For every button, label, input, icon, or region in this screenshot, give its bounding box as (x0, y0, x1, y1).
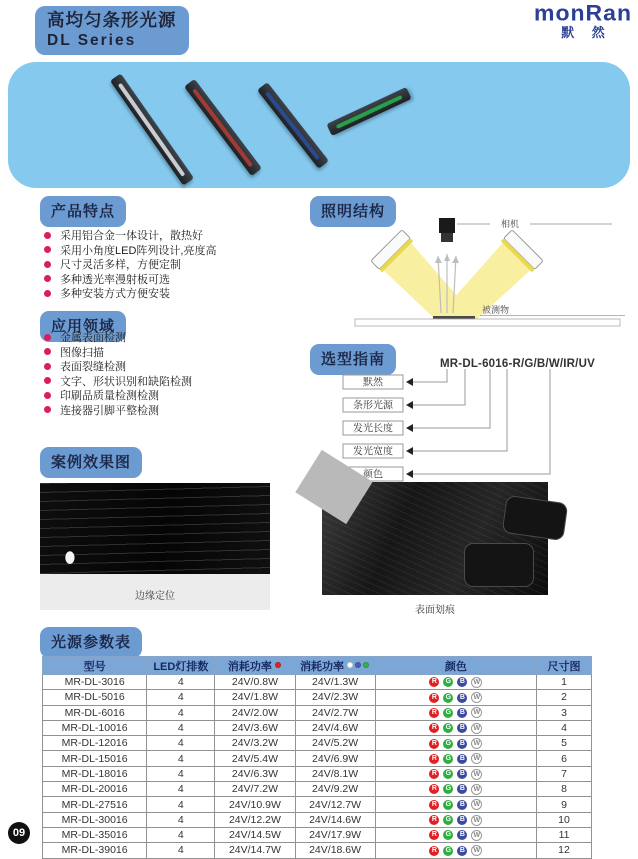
cell-led-rows: 4 (147, 812, 215, 827)
bullet-dot-icon (44, 275, 51, 282)
section-title-applications: 应用领域 (40, 311, 126, 342)
cell-colors (375, 705, 536, 720)
blue-color-dot: B (457, 693, 467, 703)
brand-logo-chinese: 默 然 (561, 25, 612, 40)
bullet-dot-icon (44, 246, 51, 253)
cell-model: MR-DL-20016 (43, 782, 147, 797)
white-color-dot: W (471, 845, 482, 856)
power-dot-icon (275, 662, 281, 668)
model-code: MR-DL-6016-R/G/B/W/IR/UV (440, 358, 595, 370)
cell-colors (375, 812, 536, 827)
cell-power-b: 24V/14.6W (295, 812, 375, 827)
table-row (43, 690, 592, 705)
case-caption-wrap (322, 600, 548, 618)
bullet-dot-icon (44, 232, 51, 239)
section-title-cases: 案例效果图 (40, 447, 142, 478)
case-image-surface-scratch (322, 482, 548, 595)
bullet-dot-icon (44, 392, 51, 399)
application-item-label: 表面裂缝检测 (60, 361, 126, 374)
header-dimension: 尺寸图 (537, 657, 592, 675)
selection-label-width: 发光宽度 (353, 446, 393, 458)
cell-power-a: 24V/10.9W (215, 797, 295, 812)
brand-logo (534, 1, 632, 40)
cell-colors (375, 675, 536, 690)
section-title-selection: 选型指南 (310, 344, 396, 375)
selection-label-brand: 默然 (363, 377, 383, 389)
bullet-dot-icon (44, 363, 51, 370)
table-row (43, 827, 592, 842)
case-photo (40, 483, 270, 574)
red-color-dot: R (429, 800, 439, 810)
applications-list (44, 330, 192, 417)
feature-item-label: 尺寸灵活多样，方便定制 (60, 259, 181, 272)
cell-colors (375, 843, 536, 858)
cell-led-rows: 4 (147, 705, 215, 720)
header-power-a: 消耗功率 (215, 657, 295, 675)
cell-model: MR-DL-5016 (43, 690, 147, 705)
green-color-dot: G (443, 784, 453, 794)
bar-light-green (326, 87, 411, 136)
application-item-label: 图像扫描 (60, 346, 104, 359)
cell-dimension: 11 (537, 827, 592, 842)
bullet-dot-icon (44, 261, 51, 268)
cell-dimension: 5 (537, 736, 592, 751)
green-color-dot: G (443, 830, 453, 840)
cell-model: MR-DL-27516 (43, 797, 147, 812)
power-dot-icon (363, 662, 369, 668)
cell-power-a: 24V/12.2W (215, 812, 295, 827)
white-color-dot: W (471, 723, 482, 734)
red-color-dot: R (429, 769, 439, 779)
arrowhead-icon (444, 254, 450, 261)
cell-led-rows: 4 (147, 843, 215, 858)
power-dots-a (274, 659, 282, 671)
cell-dimension: 10 (537, 812, 592, 827)
blue-color-dot: B (457, 723, 467, 733)
red-color-dot: R (429, 708, 439, 718)
selection-arrows (406, 378, 413, 478)
table-row (43, 751, 592, 766)
cell-led-rows: 4 (147, 797, 215, 812)
table-row (43, 720, 592, 735)
red-color-dot: R (429, 784, 439, 794)
cell-power-a: 24V/1.8W (215, 690, 295, 705)
application-item-label: 印刷品质量检测检测 (60, 390, 159, 403)
cell-model: MR-DL-15016 (43, 751, 147, 766)
application-item (44, 403, 192, 418)
header-power-b: 消耗功率 (295, 657, 375, 675)
cell-model: MR-DL-10016 (43, 720, 147, 735)
green-color-dot: G (443, 693, 453, 703)
feature-item-label: 采用铝合金一体设计，散热好 (60, 230, 203, 243)
application-item (44, 345, 192, 360)
cell-colors (375, 736, 536, 751)
selection-boxes (343, 375, 403, 481)
cell-dimension: 8 (537, 782, 592, 797)
bullet-dot-icon (44, 406, 51, 413)
feature-item (44, 286, 216, 301)
bar-light-white (110, 73, 194, 185)
white-color-dot: W (471, 707, 482, 718)
feature-item (44, 272, 216, 287)
cell-power-a: 24V/14.7W (215, 843, 295, 858)
camera-label: 相机 (500, 219, 520, 229)
cell-model: MR-DL-35016 (43, 827, 147, 842)
case-caption: 边缘定位 (135, 591, 175, 602)
cell-colors (375, 766, 536, 781)
table-row (43, 843, 592, 858)
red-color-dot: R (429, 846, 439, 856)
cell-power-b: 24V/12.7W (295, 797, 375, 812)
cell-dimension: 12 (537, 843, 592, 858)
green-color-dot: G (443, 769, 453, 779)
power-dots-b (346, 659, 370, 671)
cell-colors (375, 720, 536, 735)
cell-power-b: 24V/4.6W (295, 720, 375, 735)
red-color-dot: R (429, 723, 439, 733)
blue-color-dot: B (457, 846, 467, 856)
red-color-dot: R (429, 693, 439, 703)
table-row (43, 812, 592, 827)
cell-power-a: 24V/2.0W (215, 705, 295, 720)
page-number-badge: 09 (8, 822, 30, 844)
bar-light-red (184, 79, 262, 176)
cell-power-b: 24V/17.9W (295, 827, 375, 842)
cell-power-a: 24V/14.5W (215, 827, 295, 842)
table-row (43, 782, 592, 797)
feature-item (44, 243, 216, 258)
cell-power-b: 24V/2.3W (295, 690, 375, 705)
bullet-dot-icon (44, 348, 51, 355)
table-row (43, 766, 592, 781)
power-dot-icon (355, 662, 361, 668)
blue-color-dot: B (457, 708, 467, 718)
selection-label-type: 条形光源 (353, 400, 393, 412)
object-label: 被测物 (482, 305, 510, 315)
cell-colors (375, 690, 536, 705)
cell-power-b: 24V/6.9W (295, 751, 375, 766)
platform (355, 319, 620, 326)
features-list (44, 228, 216, 301)
section-title-table: 光源参数表 (40, 627, 142, 658)
table-row (43, 705, 592, 720)
red-color-dot: R (429, 677, 439, 687)
red-color-dot: R (429, 815, 439, 825)
feature-item (44, 228, 216, 243)
green-color-dot: G (443, 723, 453, 733)
application-item (44, 359, 192, 374)
white-color-dot: W (471, 738, 482, 749)
blue-color-dot: B (457, 815, 467, 825)
bar-light-blue (257, 82, 329, 169)
page-title-cn: 高均匀条形光源 (47, 10, 177, 30)
white-color-dot: W (471, 784, 482, 795)
green-color-dot: G (443, 800, 453, 810)
table-body (43, 675, 592, 859)
power-dot-icon (347, 662, 353, 668)
section-title-structure: 照明结构 (310, 196, 396, 227)
green-color-dot: G (443, 815, 453, 825)
product-banner (8, 62, 630, 188)
white-color-dot: W (471, 815, 482, 826)
white-color-dot: W (471, 753, 482, 764)
cell-colors (375, 827, 536, 842)
cell-model: MR-DL-18016 (43, 766, 147, 781)
bullet-dot-icon (44, 334, 51, 341)
blue-color-dot: B (457, 830, 467, 840)
cell-dimension: 7 (537, 766, 592, 781)
cell-power-a: 24V/3.2W (215, 736, 295, 751)
selection-label-color: 颜色 (363, 469, 383, 481)
page-title (35, 6, 189, 55)
cell-power-a: 24V/0.8W (215, 675, 295, 690)
application-item-label: 文字、形状识别和缺陷检测 (60, 375, 192, 388)
table-header-row (43, 657, 592, 675)
cell-model: MR-DL-39016 (43, 843, 147, 858)
header-color: 颜色 (375, 657, 536, 675)
application-item (44, 330, 192, 345)
arrowhead-icon (435, 256, 442, 263)
feature-item (44, 257, 216, 272)
application-item-label: 金属表面检测 (60, 332, 126, 345)
cell-power-b: 24V/8.1W (295, 766, 375, 781)
bar-stripe (193, 88, 254, 167)
cell-dimension: 1 (537, 675, 592, 690)
blue-color-dot: B (457, 739, 467, 749)
table-row (43, 675, 592, 690)
cell-power-b: 24V/5.2W (295, 736, 375, 751)
white-color-dot: W (471, 830, 482, 841)
section-title-features: 产品特点 (40, 196, 126, 227)
blue-color-dot: B (457, 677, 467, 687)
feature-item-label: 多种透光率漫射板可选 (60, 273, 170, 286)
case-photo-footer (40, 574, 270, 610)
blue-color-dot: B (457, 784, 467, 794)
cell-dimension: 3 (537, 705, 592, 720)
camera-icon (439, 218, 455, 242)
white-color-dot: W (471, 799, 482, 810)
blue-color-dot: B (457, 800, 467, 810)
red-color-dot: R (429, 754, 439, 764)
table-row (43, 736, 592, 751)
case-caption: 表面划痕 (415, 605, 455, 616)
cell-led-rows: 4 (147, 782, 215, 797)
arrowhead-icon (452, 256, 459, 263)
cell-power-b: 24V/18.6W (295, 843, 375, 858)
cell-power-a: 24V/5.4W (215, 751, 295, 766)
cell-colors (375, 782, 536, 797)
bullet-dot-icon (44, 290, 51, 297)
cell-dimension: 6 (537, 751, 592, 766)
red-color-dot: R (429, 739, 439, 749)
case-image-edge-positioning (40, 483, 270, 610)
blue-color-dot: B (457, 769, 467, 779)
cell-led-rows: 4 (147, 766, 215, 781)
cell-model: MR-DL-3016 (43, 675, 147, 690)
table-row (43, 797, 592, 812)
blue-color-dot: B (457, 754, 467, 764)
cell-colors (375, 751, 536, 766)
cell-power-a: 24V/7.2W (215, 782, 295, 797)
green-color-dot: G (443, 739, 453, 749)
cell-power-a: 24V/6.3W (215, 766, 295, 781)
cell-model: MR-DL-30016 (43, 812, 147, 827)
cell-led-rows: 4 (147, 720, 215, 735)
white-color-dot: W (471, 769, 482, 780)
application-item (44, 374, 192, 389)
red-color-dot: R (429, 830, 439, 840)
application-item-label: 连接器引脚平整检测 (60, 404, 159, 417)
bar-stripe (118, 82, 186, 176)
header-led-rows: LED灯排数 (147, 657, 215, 675)
green-color-dot: G (443, 677, 453, 687)
cell-model: MR-DL-6016 (43, 705, 147, 720)
green-color-dot: G (443, 846, 453, 856)
selection-connector-lines (413, 369, 550, 474)
header-model: 型号 (43, 657, 147, 675)
bullet-dot-icon (44, 377, 51, 384)
cell-power-a: 24V/3.6W (215, 720, 295, 735)
brand-logo-text: monRan (534, 0, 632, 26)
feature-item-label: 采用小角度LED阵列设计,亮度高 (60, 244, 217, 257)
cell-power-b: 24V/9.2W (295, 782, 375, 797)
green-color-dot: G (443, 754, 453, 764)
cell-led-rows: 4 (147, 751, 215, 766)
lighting-structure-diagram (330, 216, 630, 342)
parameter-table (42, 656, 592, 859)
photo-detail (502, 495, 569, 541)
cell-dimension: 9 (537, 797, 592, 812)
white-color-dot: W (471, 677, 482, 688)
green-color-dot: G (443, 708, 453, 718)
white-color-dot: W (471, 692, 482, 703)
cell-led-rows: 4 (147, 690, 215, 705)
selection-guide-diagram (300, 350, 638, 485)
application-item (44, 388, 192, 403)
page-title-series: DL Series (47, 32, 137, 49)
cell-power-b: 24V/2.7W (295, 705, 375, 720)
cell-dimension: 4 (537, 720, 592, 735)
bar-stripe (266, 91, 321, 160)
cell-led-rows: 4 (147, 736, 215, 751)
cell-dimension: 2 (537, 690, 592, 705)
feature-item-label: 多种安装方式方便安装 (60, 288, 170, 301)
selection-label-length: 发光长度 (353, 423, 393, 435)
cell-led-rows: 4 (147, 675, 215, 690)
bar-stripe (336, 94, 403, 128)
cell-colors (375, 797, 536, 812)
cell-model: MR-DL-12016 (43, 736, 147, 751)
cell-power-b: 24V/1.3W (295, 675, 375, 690)
cell-led-rows: 4 (147, 827, 215, 842)
photo-detail (464, 543, 534, 587)
